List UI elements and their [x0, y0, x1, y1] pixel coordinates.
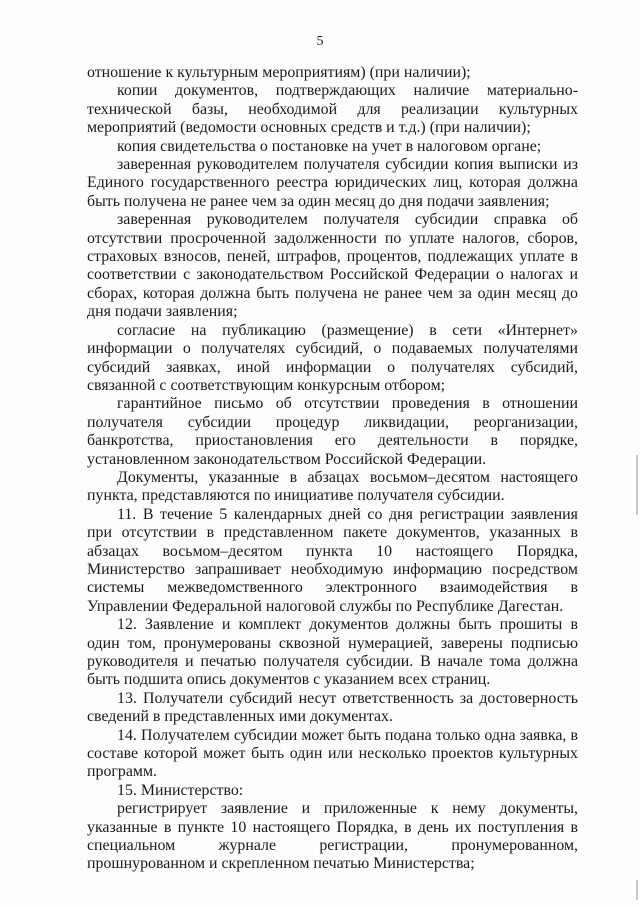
paragraph-item-12: 12. Заявление и комплект документов должны быть прошиты в один том, пронумерованы сквозной нумерацией, заверены подписью руководителя и печатью получателя субсидии. В начале тома должна быть подшита опись документов с указанием всех страниц. — [87, 616, 578, 689]
scan-edge-mark — [636, 880, 638, 900]
paragraph-tax-registration-certificate: копия свидетельства о постановке на учет в налоговом органе; — [117, 137, 542, 155]
page-number: 5 — [316, 34, 324, 49]
paragraph-publication-consent: согласие на публикацию (размещение) в сети «Интернет» информации о получателях субсидий, о подаваемых получателями субсидий заявках, иной информации о получателях субсидий, связанной с соответствующим конкурсным отбором; — [87, 321, 578, 394]
paragraph-material-base-copies: копии документов, подтверждающих наличие материально-технической базы, необходимой для реализации культурных мероприятий (ведомости основных средств и т.д.) (при наличии); — [87, 82, 578, 137]
paragraph-item-11: 11. В течение 5 календарных дней со дня регистрации заявления при отсутствии в представленном пакете документов, указанных в абзацах восьмом–десятом пункта 10 настоящего Порядка, Министерство запрашивает необходимую информацию посредством системы межведомственного электронного взаимодействия в Управлении Федеральной налоговой службы по Республике Дагестан. — [87, 505, 578, 615]
scan-edge-mark — [636, 455, 638, 515]
paragraph-item-14: 14. Получателем субсидии может быть подана только одна заявка, в составе которой может быть один или несколько проектов культурных программ. — [87, 726, 578, 781]
paragraph-guarantee-letter: гарантийное письмо об отсутствии проведения в отношении получателя субсидии процедур ликвидации, реорганизации, банкротства, приостановления его деятельности в порядке, установленном законодательством Российской Федерации. — [87, 395, 578, 468]
document-body — [87, 64, 578, 874]
paragraph-documents-initiative: Документы, указанные в абзацах восьмом–десятом настоящего пункта, представляются по инициативе получателя субсидии. — [87, 468, 578, 505]
paragraph-egrul-extract: заверенная руководителем получателя субсидии копия выписки из Единого государственного реестра юридических лиц, которая должна быть получена не ранее чем за один месяц до дня подачи заявления; — [87, 156, 578, 210]
paragraph-no-debt-certificate: заверенная руководителем получателя субсидии справка об отсутствии просроченной задолженности по уплате налогов, сборов, страховых взносов, пеней, штрафов, процентов, подлежащих уплате в соответствии с законодательством Российской Федерации о налогах и сборах, которая должна быть получена не ранее чем за один месяц до дня подачи заявления; — [87, 211, 578, 321]
paragraph-item-13: 13. Получатели субсидий несут ответственность за достоверность сведений в представленных ими документах. — [87, 689, 578, 726]
paragraph-item-15: 15. Министерство: — [117, 781, 244, 799]
paragraph-continuation: отношение к культурным мероприятиям) (при наличии); — [87, 64, 471, 81]
paragraph-registration: регистрирует заявление и приложенные к нему документы, указанные в пункте 10 настоящего Порядка, в день их поступления в специальном журнале регистрации, пронумерованном, прошнурованном и скрепленном печатью Министерства; — [87, 800, 578, 873]
